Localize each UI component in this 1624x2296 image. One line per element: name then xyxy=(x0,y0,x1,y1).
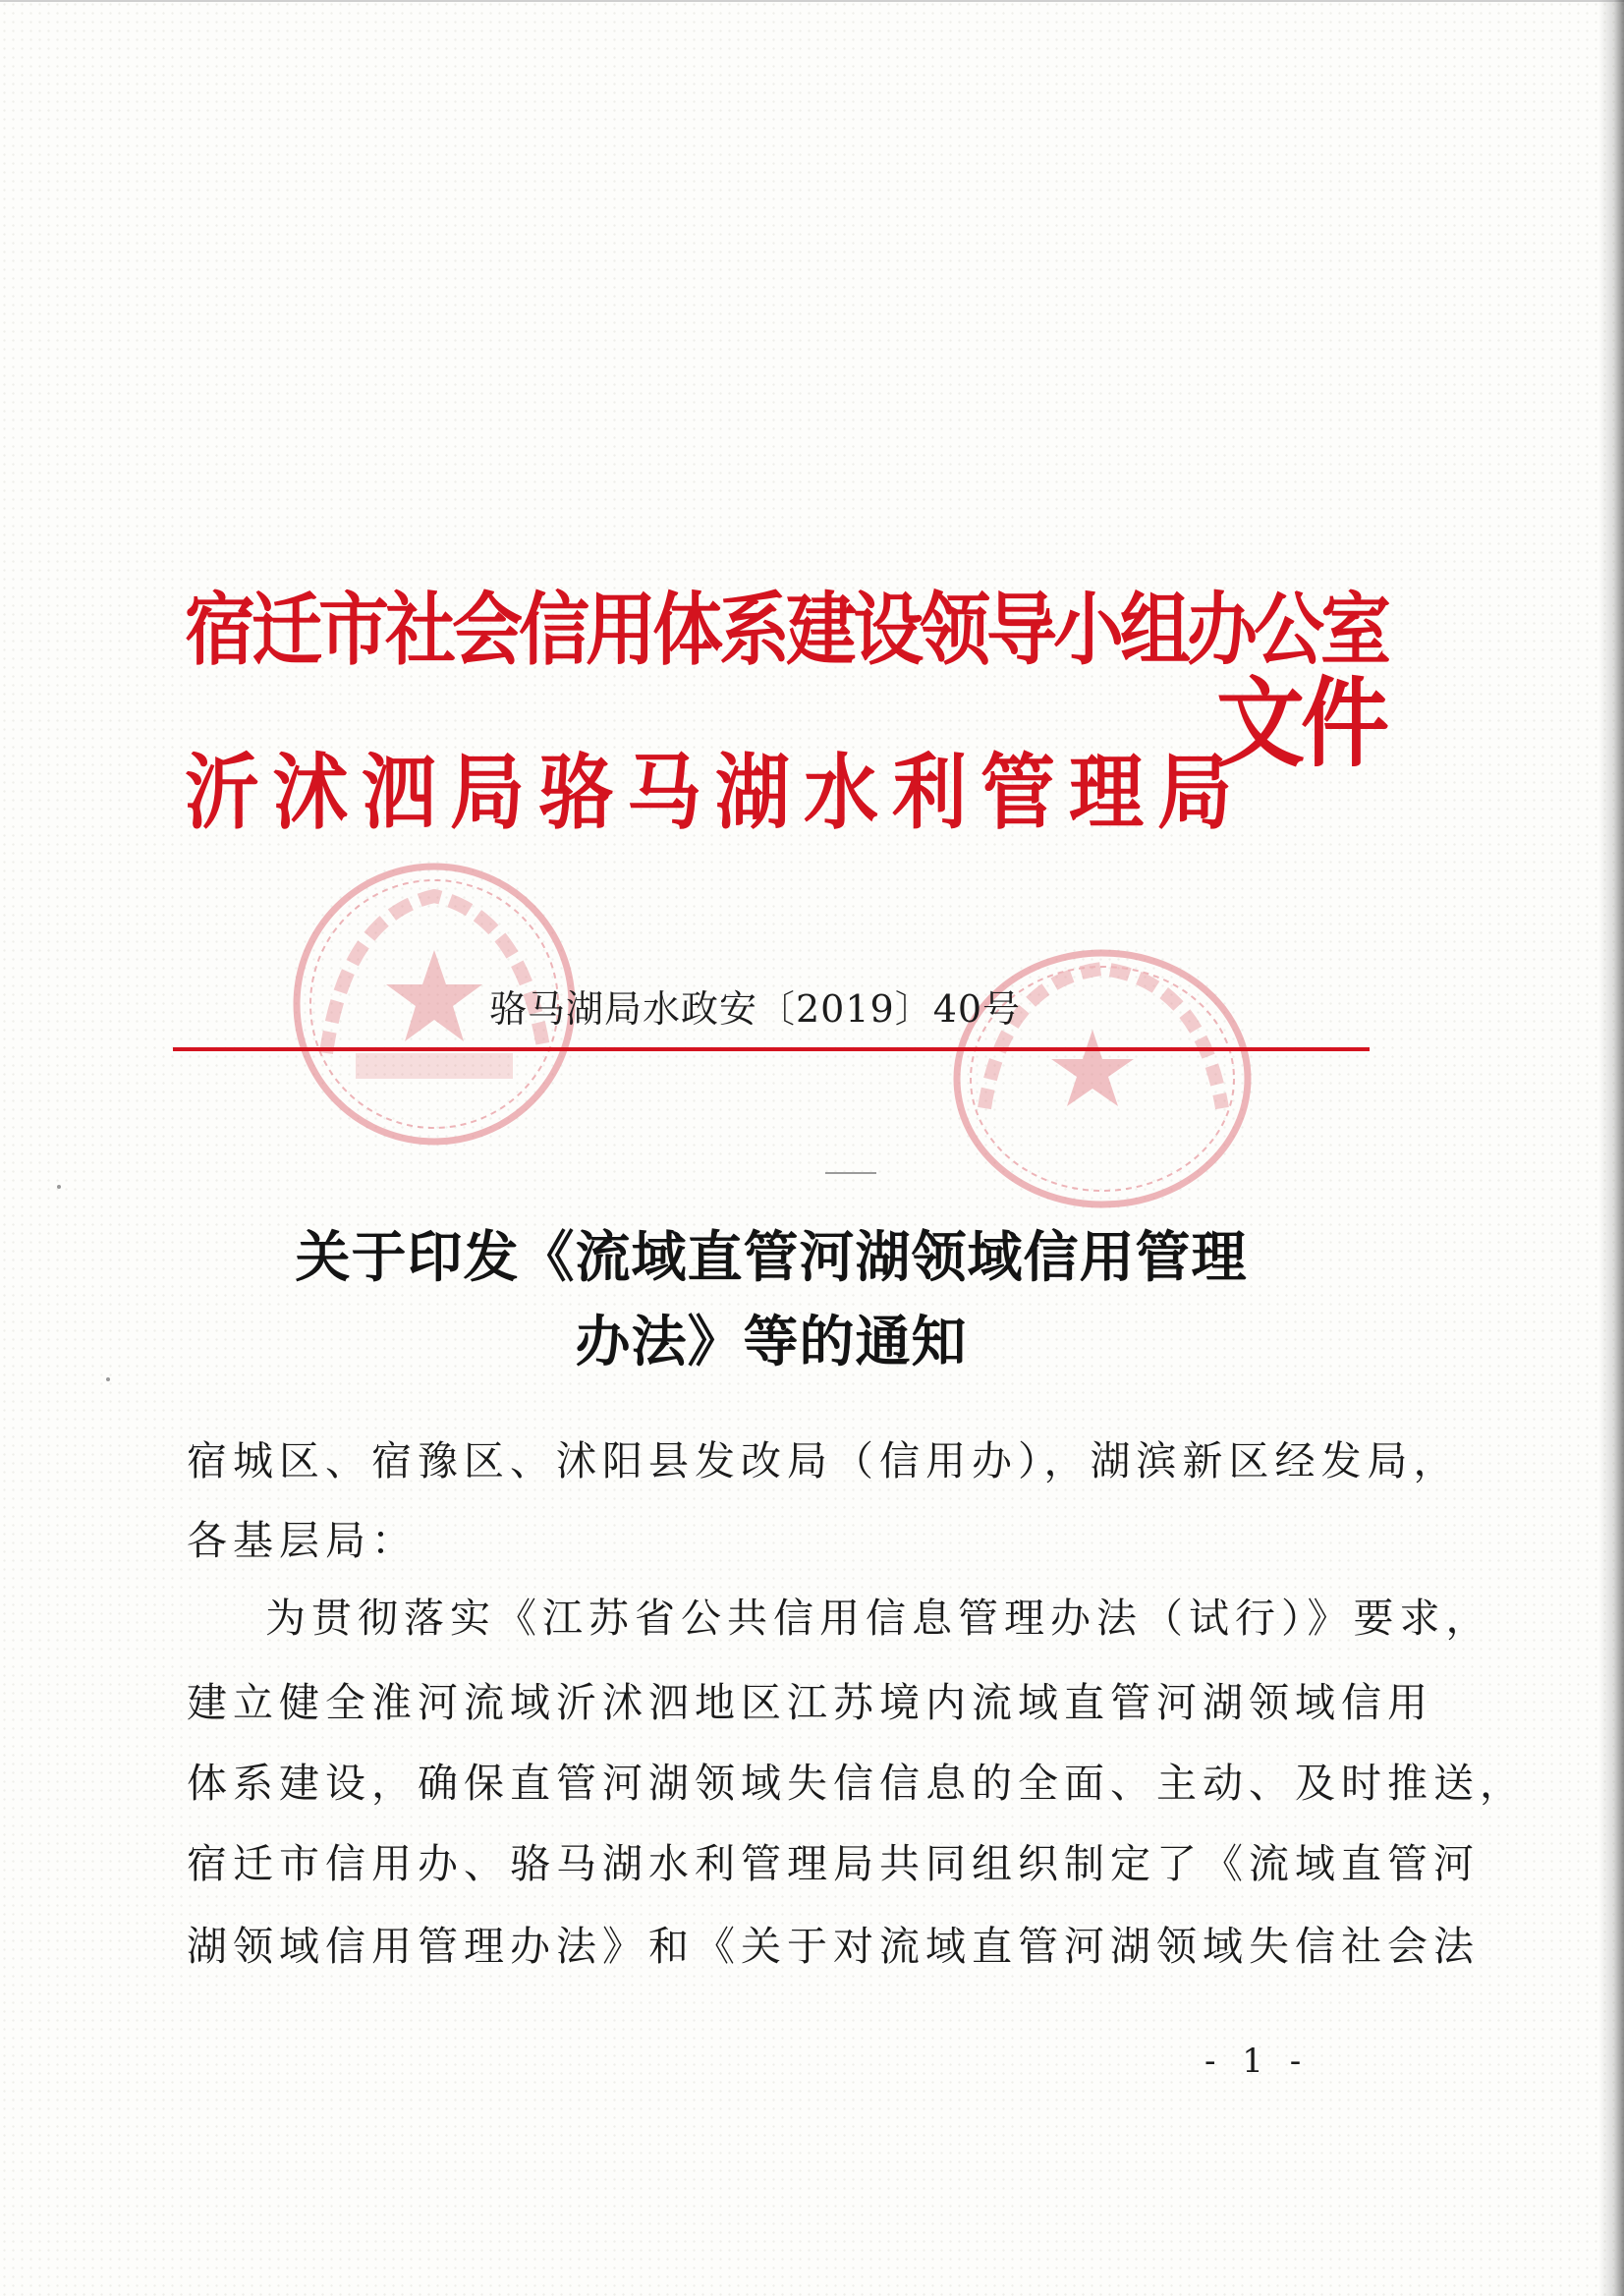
body-paragraph-line: 宿迁市信用办、骆马湖水利管理局共同组织制定了《流域直管河 xyxy=(187,1840,1480,1887)
page-number: - 1 - xyxy=(1204,2042,1310,2081)
scan-edge-shadow xyxy=(1598,0,1624,2296)
body-paragraph-line: 湖领域信用管理办法》和《关于对流域直管河湖领域失信社会法 xyxy=(187,1923,1480,1970)
notice-title-line-2: 办法》等的通知 xyxy=(575,1310,968,1374)
notice-title-line-1: 关于印发《流域直管河湖领域信用管理 xyxy=(295,1225,1248,1290)
scan-speck xyxy=(106,1377,110,1381)
recipients-line-1: 宿城区、宿豫区、沭阳县发改局（信用办），湖滨新区经发局， xyxy=(187,1437,1460,1484)
issuer-line-2: 沂沭泗局骆马湖水利管理局 xyxy=(185,744,1246,841)
issuer-line-1: 宿迁市社会信用体系建设领导小组办公室 xyxy=(185,582,1388,676)
body-paragraph-line: 为贯彻落实《江苏省公共信用信息管理办法（试行）》要求， xyxy=(265,1595,1492,1642)
document-type-label: 文件 xyxy=(1216,666,1385,781)
scan-mark xyxy=(825,1172,876,1174)
recipients-line-2: 各基层局： xyxy=(187,1517,418,1564)
body-paragraph-line: 体系建设，确保直管河湖领域失信信息的全面、主动、及时推送， xyxy=(187,1760,1526,1807)
scan-top-edge xyxy=(0,0,1624,2)
document-number: 骆马湖局水政安〔2019〕40号 xyxy=(489,987,1022,1031)
red-separator-line xyxy=(173,1047,1370,1051)
body-paragraph-line: 建立健全淮河流域沂沭泗地区江苏境内流域直管河湖领域信用 xyxy=(187,1679,1433,1726)
scan-speck xyxy=(57,1185,61,1189)
